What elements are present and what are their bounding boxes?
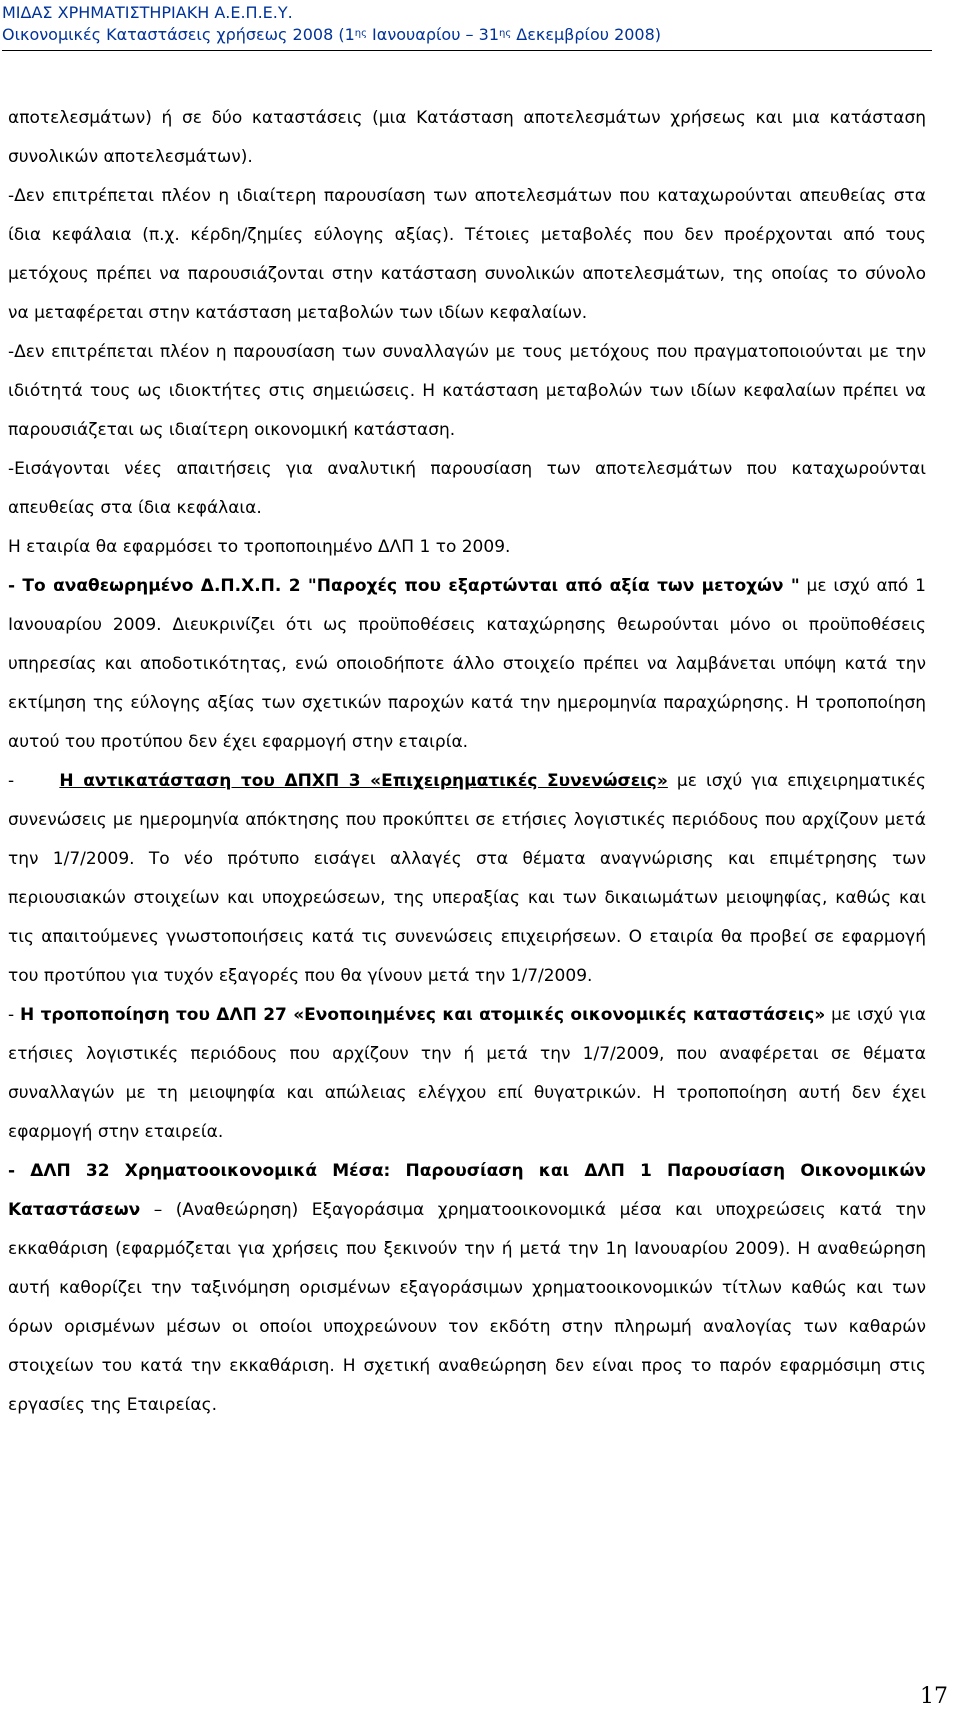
paragraph-text: με ισχύ για ετήσιες λογιστικές περιόδους που αρχίζουν την ή μετά την 1/7/2009, που αναφέρεται σε θέματα συναλλαγών με τη μειοψηφία και απώλειας ελέγχου επί θυγατρικών. Η τροποποίηση αυτή δεν έχει εφαρμογή στην εταιρεία. xyxy=(8,1005,927,1142)
list-dash: - xyxy=(8,771,60,791)
paragraph-heading: Η τροποποίηση του ΔΛΠ 27 «Ενοποιημένες και ατομικές οικονομικές καταστάσεις» xyxy=(19,1005,826,1025)
document-body xyxy=(8,99,926,1425)
paragraph-heading: - ΔΛΠ 32 Χρηματοοικονομικά Μέσα: Παρουσίαση και ΔΛΠ 1 Παρουσίαση Οικονομικών Καταστάσεων xyxy=(8,1161,926,1220)
paragraph xyxy=(8,996,926,1152)
paragraph-text: με ισχύ για επιχειρηματικές συνενώσεις με ημερομηνία απόκτησης που προκύπτει σε ετήσιες λογιστικές περιόδους που αρχίζουν μετά την 1/7/2009. Το νέο πρότυπο εισάγει αλλαγές στα θέματα αναγνώρισης και επιμέτρησης των περιουσιακών στοιχείων και υποχρεώσεων, της υπεραξίας και των δικαιωμάτων μειοψηφίας, καθώς και τις απαιτούμενες γνωστοποιήσεις κατά τις συνενώσεις επιχειρήσεων. Ο εταιρία θα προβεί σε εφαρμογή του προτύπου για τυχόν εξαγορές που θα γίνουν μετά την 1/7/2009. xyxy=(8,771,926,986)
header-superscript: ης xyxy=(354,28,367,39)
paragraph: Η εταιρία θα εφαρμόσει το τροποποιημένο ΔΛΠ 1 το 2009. xyxy=(8,537,511,557)
list-dash: - xyxy=(8,1005,20,1025)
paragraph-text: – (Αναθεώρηση) Εξαγοράσιμα χρηματοοικονομικά μέσα και υποχρεώσεις κατά την εκκαθάριση (εφαρμόζεται για χρήσεις που ξεκινούν την ή μετά την 1η Ιανουαρίου 2009). Η αναθεώρηση αυτή καθορίζει την ταξινόμηση ορισμένων εξαγοράσιμων χρηματοοικονομικών τίτλων καθώς και των όρων ορισμένων μέσων οι οποίοι υποχρεώνουν τον εκδότη στην πληρωμή αναλογίας των καθαρών στοιχείων του κατά την εκκαθάριση. Η σχετική αναθεώρηση δεν είναι προς το παρόν εφαρμόσιμη στις εργασίες της Εταιρείας. xyxy=(8,1200,926,1415)
header-report-title xyxy=(2,24,926,46)
paragraph: -Εισάγονται νέες απαιτήσεις για αναλυτική παρουσίαση των αποτελεσμάτων που καταχωρούνται απευθείας στα ίδια κεφάλαια. xyxy=(8,459,926,518)
paragraph-heading: - Το αναθεωρημένο Δ.Π.Χ.Π. 2 "Παροχές που εξαρτώνται από αξία των μετοχών " xyxy=(8,576,800,596)
page-number: 17 xyxy=(920,1684,948,1709)
paragraph: -Δεν επιτρέπεται πλέον η ιδιαίτερη παρουσίαση των αποτελεσμάτων που καταχωρούνται απευθείας στα ίδια κεφάλαια (π.χ. κέρδη/ζημίες εύλογης αξίας). Τέτοιες μεταβολές που δεν προέρχονται από τους μετόχους πρέπει να παρουσιάζονται στην κατάσταση συνολικών αποτελεσμάτων, της οποίας το σύνολο να μεταφέρεται στην κατάσταση μεταβολών των ιδίων κεφαλαίων. xyxy=(8,186,926,323)
paragraph: αποτελεσμάτων) ή σε δύο καταστάσεις (μια Κατάσταση αποτελεσμάτων χρήσεως και μια κατάσταση συνολικών αποτελεσμάτων). xyxy=(8,108,926,167)
running-header xyxy=(2,0,926,46)
paragraph-heading: Η αντικατάσταση του ΔΠΧΠ 3 «Επιχειρηματικές Συνενώσεις» xyxy=(59,771,668,791)
header-title-part: Ιανουαρίου – 31 xyxy=(366,25,499,44)
header-company-name: ΜΙΔΑΣ ΧΡΗΜΑΤΙΣΤΗΡΙΑΚΗ Α.Ε.Π.Ε.Υ. xyxy=(2,3,293,22)
paragraph xyxy=(8,567,926,762)
paragraph xyxy=(8,762,926,996)
header-title-part: Οικονομικές Καταστάσεις χρήσεως 2008 (1 xyxy=(2,25,355,44)
header-divider xyxy=(2,50,932,51)
header-title-part: Δεκεμβρίου 2008) xyxy=(511,25,662,44)
paragraph: -Δεν επιτρέπεται πλέον η παρουσίαση των συναλλαγών με τους μετόχους που πραγματοποιούνται με την ιδιότητά τους ως ιδιοκτήτες στις σημειώσεις. Η κατάσταση μεταβολών των ιδίων κεφαλαίων πρέπει να παρουσιάζεται ως ιδιαίτερη οικονομική κατάσταση. xyxy=(8,342,926,440)
paragraph-text: με ισχύ από 1 Ιανουαρίου 2009. Διευκρινίζει ότι ως προϋποθέσεις καταχώρησης θεωρούνται μόνο οι προϋποθέσεις υπηρεσίας και αποδοτικότητας, ενώ οποιοδήποτε άλλο στοιχείο πρέπει να λαμβάνεται υπόψη κατά την εκτίμηση της εύλογης αξίας των σχετικών παροχών κατά την ημερομηνία παραχώρησης. Η τροποποίηση αυτού του προτύπου δεν έχει εφαρμογή στην εταιρία. xyxy=(8,576,926,752)
paragraph xyxy=(8,1152,926,1425)
header-superscript: ης xyxy=(499,28,512,39)
